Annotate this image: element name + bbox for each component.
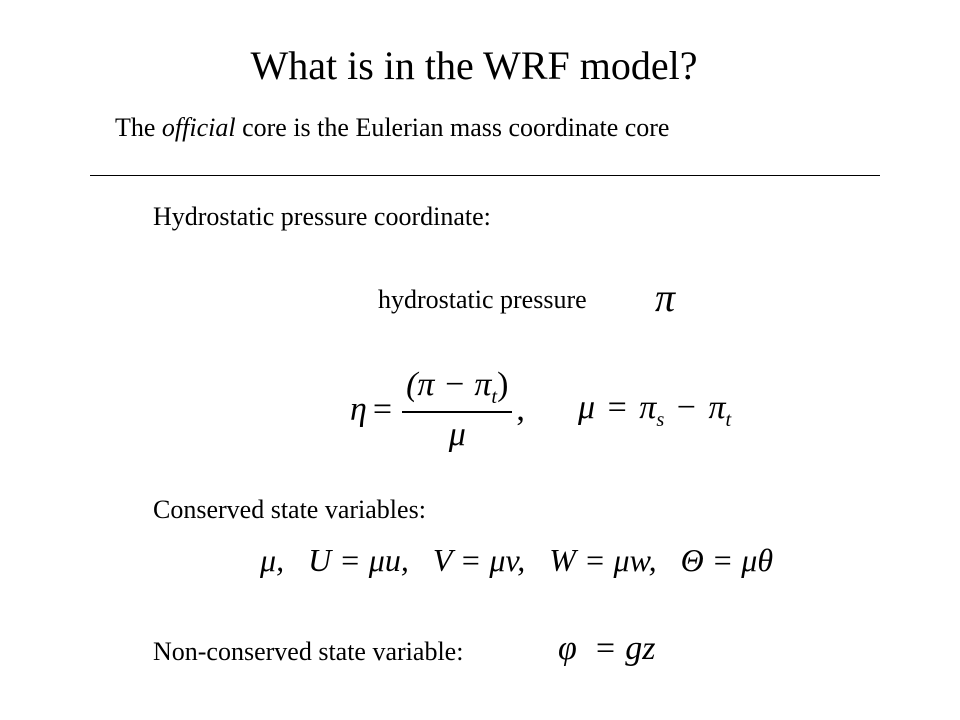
nonconserved-formula: φ = gz xyxy=(558,630,656,667)
eta-equation: η = $\frac{(\pi - \pi_t)}{\mu}$ , xyxy=(350,365,525,454)
pi-symbol: π xyxy=(655,275,676,320)
subtitle: The official core is the Eulerian mass coordinate core xyxy=(115,113,670,142)
divider xyxy=(90,175,880,176)
eta-fraction: $\frac{(\pi - \pi_t)}{\mu}$ xyxy=(402,366,512,455)
hydro-heading: Hydrostatic pressure coordinate: xyxy=(153,202,491,231)
mu-equation: $\mu = \pi_s - \pi_t$ xyxy=(578,389,732,431)
slide-title: What is in the WRF model? xyxy=(250,43,698,88)
subtitle-emphasis: official xyxy=(161,113,236,142)
nonconserved-heading: Non-conserved state variable: xyxy=(153,637,464,666)
hydro-label: hydrostatic pressure xyxy=(378,285,587,314)
conserved-heading: Conserved state variables: xyxy=(153,495,426,524)
conserved-formula: μ, U = μu, V = μv, W = μw, Θ = μθ xyxy=(260,542,774,578)
